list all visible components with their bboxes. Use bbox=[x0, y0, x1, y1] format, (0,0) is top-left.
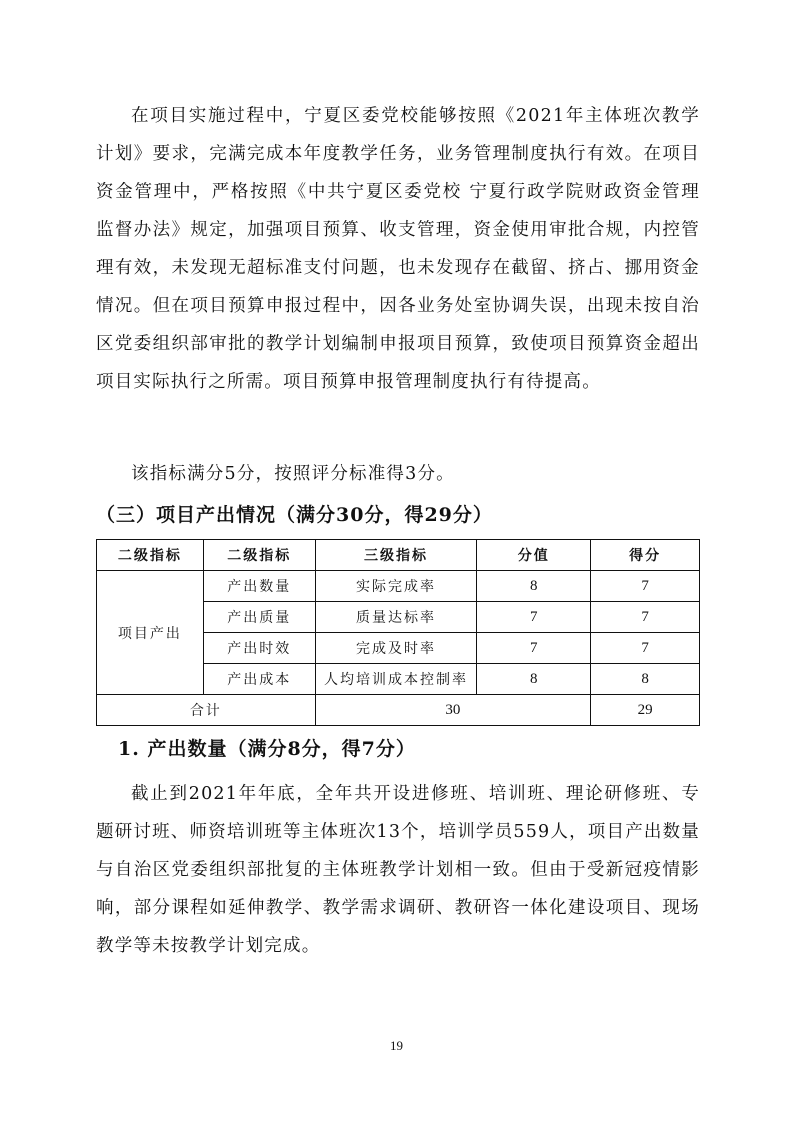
table-total-row bbox=[97, 695, 700, 726]
paragraph-indicator-score: 该指标满分5分，按照评分标准得3分。 bbox=[131, 464, 455, 484]
score-cell: 7 bbox=[591, 602, 700, 633]
header-level2-a: 二级指标 bbox=[97, 540, 204, 571]
level3-cell: 人均培训成本控制率 bbox=[315, 664, 477, 695]
max-score-cell: 8 bbox=[477, 571, 591, 602]
total-label-cell: 合计 bbox=[97, 695, 316, 726]
level2-cell: 产出数量 bbox=[203, 571, 315, 602]
score-cell: 8 bbox=[591, 664, 700, 695]
header-level2-b: 二级指标 bbox=[203, 540, 315, 571]
page-number: 19 bbox=[390, 1038, 403, 1053]
group-label-cell: 项目产出 bbox=[97, 571, 204, 695]
paragraph-output-quantity: 截止到2021年年底，全年共开设进修班、培训班、理论研修班、专题研讨班、师资培训班等主体班次13个，培训学员559人，项目产出数量与自治区党委组织部批复的主体班教学计划相一致。但由于受新冠疫情影响，部分课程如延伸教学、教学需求调研、教研咨一体化建设项目、现场教学等未按教学计划完成。 bbox=[96, 784, 700, 956]
level3-cell: 质量达标率 bbox=[315, 602, 477, 633]
total-score-cell: 29 bbox=[591, 695, 700, 726]
level2-cell: 产出成本 bbox=[203, 664, 315, 695]
level3-cell: 实际完成率 bbox=[315, 571, 477, 602]
table-row bbox=[97, 571, 700, 602]
header-max-score: 分值 bbox=[477, 540, 591, 571]
score-cell: 7 bbox=[591, 571, 700, 602]
total-max-cell: 30 bbox=[315, 695, 591, 726]
header-score: 得分 bbox=[591, 540, 700, 571]
level3-cell: 完成及时率 bbox=[315, 633, 477, 664]
section-heading-output: （三）项目产出情况（满分30分，得29分） bbox=[96, 504, 493, 526]
max-score-cell: 7 bbox=[477, 633, 591, 664]
max-score-cell: 8 bbox=[477, 664, 591, 695]
score-cell: 7 bbox=[591, 633, 700, 664]
paragraph-project-implementation: 在项目实施过程中，宁夏区委党校能够按照《2021年主体班次教学计划》要求，完满完成本年度教学任务，业务管理制度执行有效。在项目资金管理中，严格按照《中共宁夏区委党校 宁夏行政学院财政资金管理监督办法》规定，加强项目预算、收支管理，资金使用审批合规，内控管理有效，未发现无超标准支付问题，也未发现存在截留、挤占、挪用资金情况。但在项目预算申报过程中，因各业务处室协调失误，出现未按自治区党委组织部审批的教学计划编制申报项目预算，致使项目预算资金超出项目实际执行之所需。项目预算申报管理制度执行有待提高。 bbox=[96, 106, 700, 392]
header-level3: 三级指标 bbox=[315, 540, 477, 571]
level2-cell: 产出时效 bbox=[203, 633, 315, 664]
score-table bbox=[96, 539, 700, 726]
level2-cell: 产出质量 bbox=[203, 602, 315, 633]
table-header-row bbox=[97, 540, 700, 571]
subsection-heading-output-quantity: 1. 产出数量（满分8分，得7分） bbox=[118, 738, 416, 760]
max-score-cell: 7 bbox=[477, 602, 591, 633]
